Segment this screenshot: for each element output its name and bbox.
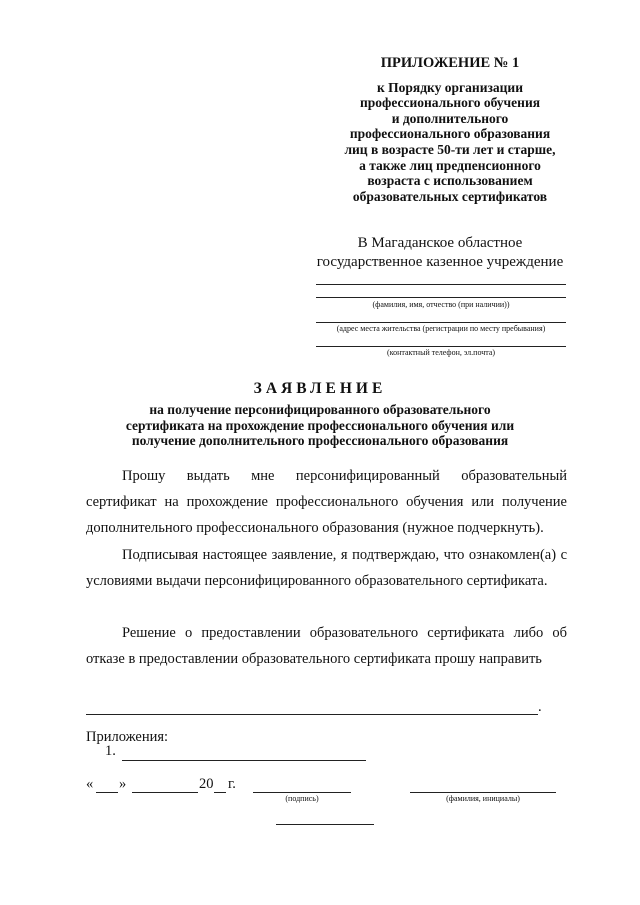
attachment-field-line[interactable] xyxy=(122,760,366,761)
name-field-line[interactable] xyxy=(410,792,556,793)
appendix-line: образовательных сертификатов xyxy=(352,188,548,204)
attachments-label: Приложения: xyxy=(86,729,169,745)
appendix-line: профессионального обучения xyxy=(359,95,541,111)
fio-field-line[interactable] xyxy=(316,297,566,298)
appendix-line: и дополнительного xyxy=(391,110,509,126)
date-year-field[interactable] xyxy=(214,792,226,793)
direction-field-line[interactable] xyxy=(86,714,538,715)
appendix-line: а также лиц предпенсионного xyxy=(359,157,541,173)
appendix-line: профессионального образования xyxy=(349,126,551,142)
date-year-prefix: 20 xyxy=(199,776,214,792)
signature-field-line[interactable] xyxy=(253,792,351,793)
subtitle-line: получение дополнительного профессионального образования xyxy=(131,433,509,448)
date-open-quote: « xyxy=(86,776,94,792)
fio-caption: (фамилия, имя, отчество (при наличии)) xyxy=(372,300,510,309)
direction-end-dot: . xyxy=(538,699,542,715)
contact-field-line[interactable] xyxy=(316,346,566,347)
attachment-item-number: 1. xyxy=(105,743,116,759)
appendix-block xyxy=(300,56,600,204)
document-subtitle xyxy=(80,402,560,449)
name-caption: (фамилия, инициалы) xyxy=(446,794,520,803)
date-month-field[interactable] xyxy=(132,792,198,793)
addressee-line-2: государственное казенное учреждение xyxy=(316,254,564,270)
appendix-line: возраста с использованием xyxy=(367,173,533,189)
address-field-line[interactable] xyxy=(316,322,566,323)
subtitle-line: сертификата на прохождение профессионального обучения или xyxy=(125,417,515,433)
bottom-separator xyxy=(276,824,374,825)
paragraph-decision: Решение о предоставлении образовательного сертификата либо об отказе в предоставлении образовательного сертификата прошу направить xyxy=(86,625,567,667)
appendix-line: к Порядку организации xyxy=(377,79,523,95)
date-close-quote: » xyxy=(119,776,127,792)
appendix-title: ПРИЛОЖЕНИЕ № 1 xyxy=(380,55,520,71)
contact-caption: (контактный телефон, эл.почта) xyxy=(386,348,496,357)
blank-line xyxy=(316,284,566,285)
date-day-field[interactable] xyxy=(96,792,118,793)
subtitle-line: на получение персонифицированного образовательного xyxy=(149,402,491,417)
signature-caption: (подпись) xyxy=(285,794,319,803)
addressee-line-1: В Магаданское областное xyxy=(357,235,523,251)
addressee-block xyxy=(300,234,580,272)
appendix-line: лиц в возрасте 50-ти лет и старше, xyxy=(344,141,556,157)
paragraph-confirmation: Подписывая настоящее заявление, я подтверждаю, что ознакомлен(а) с условиями выдачи персонифицированного образовательного сертификата. xyxy=(86,547,567,589)
date-year-suffix: г. xyxy=(228,776,236,792)
document-title: ЗАЯВЛЕНИЕ xyxy=(253,380,387,397)
address-caption: (адрес места жительства (регистрации по месту пребывания) xyxy=(336,324,546,333)
paragraph-request: Прошу выдать мне персонифицированный образовательный сертификат на прохождение профессионального обучения или получение дополнительного профессионального образования (нужное подчеркнуть). xyxy=(86,468,567,536)
